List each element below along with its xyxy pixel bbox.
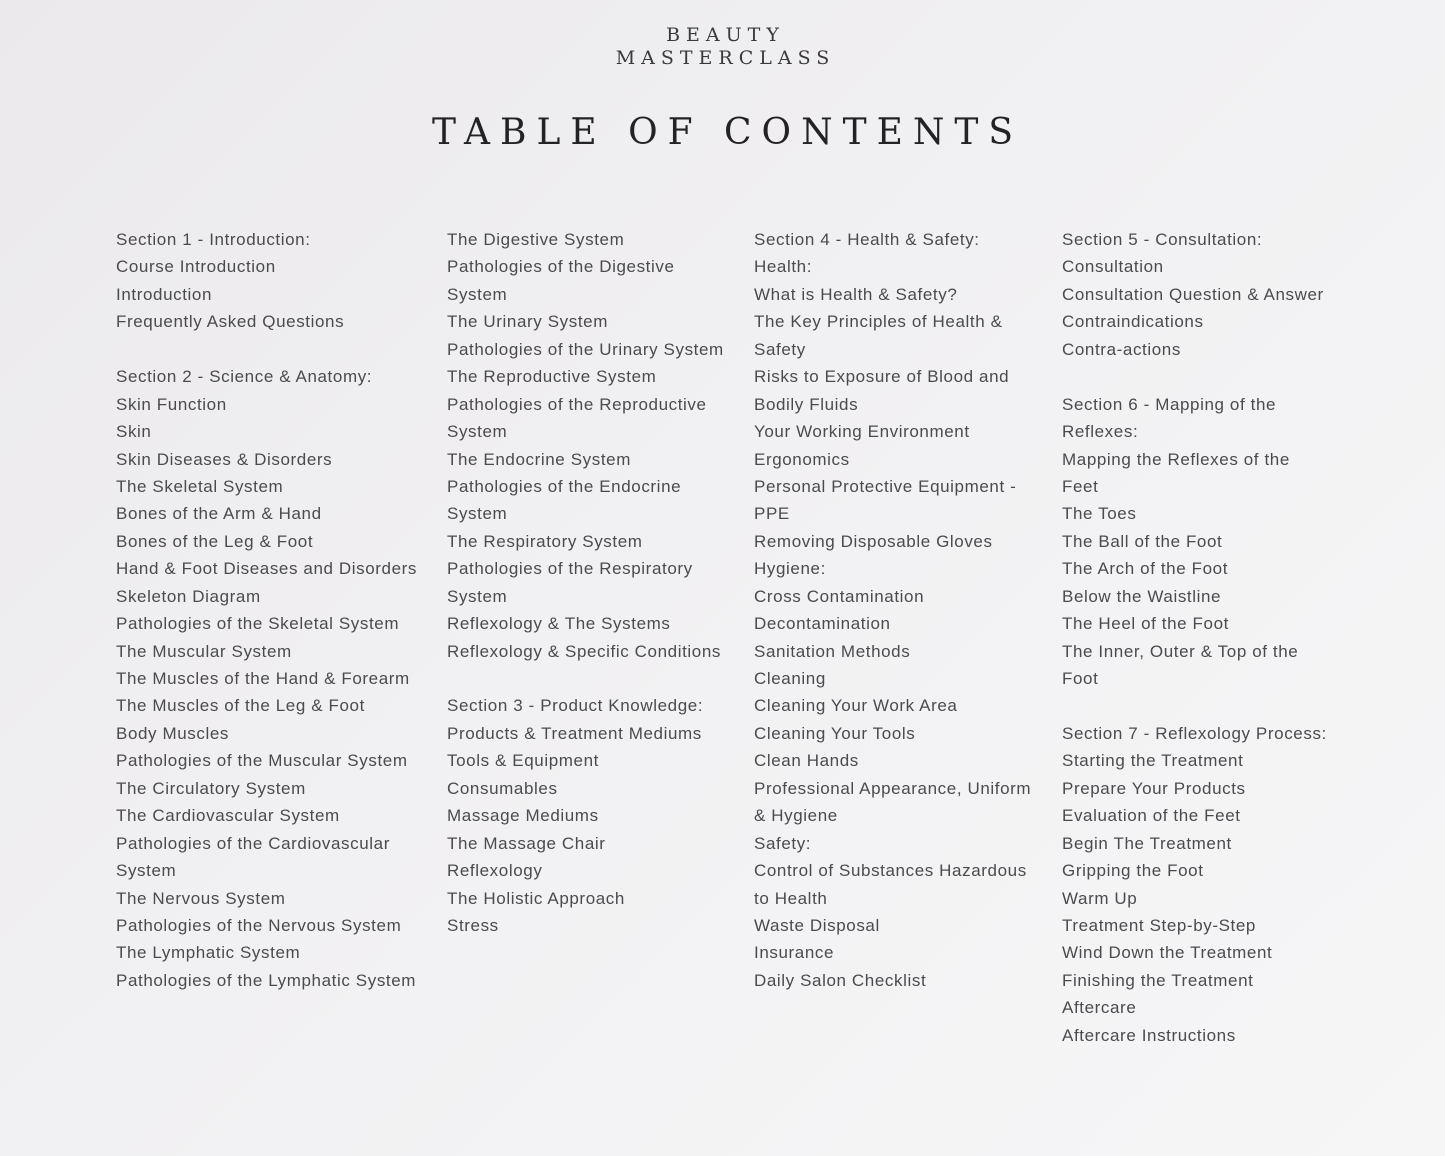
- toc-entry: Hygiene:: [754, 559, 826, 579]
- toc-entry: Treatment Step-by-Step: [1062, 915, 1256, 935]
- toc-entry: Section 5 - Consultation:: [1062, 230, 1263, 249]
- toc-entry: Reflexology & The Systems: [447, 614, 671, 634]
- toc-entry: Mapping the Reflexes of the: [1062, 449, 1290, 469]
- toc-column-1: [116, 226, 436, 994]
- toc-entry: Pathologies of the Muscular System: [116, 751, 408, 771]
- toc-entry: Contra-actions: [1062, 339, 1181, 359]
- toc-entry: Foot: [1062, 669, 1099, 688]
- toc-entry: Risks to Exposure of Blood and: [754, 367, 1010, 387]
- toc-entry: Introduction: [116, 284, 213, 304]
- toc-entry: Course Introduction: [116, 257, 276, 277]
- toc-column-2: [447, 226, 739, 939]
- toc-entry: Body Muscles: [116, 723, 230, 743]
- toc-entry: Section 6 - Mapping of the: [1062, 394, 1277, 414]
- toc-entry: Reflexology & Specific Conditions: [447, 641, 721, 661]
- toc-entry: The Holistic Approach: [447, 888, 625, 908]
- toc-entry: Cross Contamination: [754, 586, 925, 606]
- toc-entry: Bones of the Leg & Foot: [116, 531, 314, 551]
- toc-entry: Tools & Equipment: [447, 751, 599, 771]
- toc-entry: Daily Salon Checklist: [754, 970, 927, 990]
- toc-entry: Section 3 - Product Knowledge:: [447, 696, 704, 716]
- toc-entry: Reflexes:: [1062, 422, 1139, 442]
- toc-entry: Cleaning Your Tools: [754, 723, 916, 743]
- toc-entry: Section 7 - Reflexology Process:: [1062, 723, 1327, 743]
- toc-entry: Pathologies of the Nervous System: [116, 915, 402, 935]
- toc-entry: PPE: [754, 504, 790, 524]
- page-title: TABLE OF CONTENTS: [431, 112, 1024, 153]
- toc-entry: The Skeletal System: [116, 476, 284, 496]
- brand-logo: [0, 24, 1445, 70]
- toc-entry: Personal Protective Equipment -: [754, 476, 1017, 496]
- toc-entry: Frequently Asked Questions: [116, 312, 345, 332]
- toc-entry: Contraindications: [1062, 312, 1204, 332]
- toc-entry: The Muscles of the Leg & Foot: [116, 696, 365, 716]
- toc-entry: Section 4 - Health & Safety:: [754, 230, 980, 249]
- toc-entry: The Reproductive System: [447, 367, 657, 387]
- toc-entry: The Muscles of the Hand & Forearm: [116, 669, 410, 688]
- toc-entry: Health:: [754, 257, 813, 277]
- toc-entry: Finishing the Treatment: [1062, 970, 1254, 990]
- toc-entry: The Heel of the Foot: [1062, 614, 1229, 634]
- toc-entry: Skin: [116, 422, 152, 442]
- toc-entry: Evaluation of the Feet: [1062, 806, 1241, 826]
- toc-entry: Your Working Environment: [754, 422, 970, 442]
- toc-entry: The Toes: [1062, 504, 1137, 524]
- toc-entry: System: [116, 861, 177, 881]
- toc-entry: The Lymphatic System: [116, 943, 301, 963]
- toc-column-3: [754, 226, 1044, 994]
- toc-entry: Reflexology: [447, 861, 543, 881]
- toc-entry: Consumables: [447, 778, 558, 798]
- toc-spacer: [116, 336, 436, 363]
- toc-entry: Aftercare: [1062, 998, 1137, 1018]
- toc-entry: Section 1 - Introduction:: [116, 230, 311, 249]
- toc-entry: Cleaning: [754, 669, 826, 688]
- toc-entry: Safety:: [754, 833, 812, 853]
- toc-entry: Warm Up: [1062, 888, 1138, 908]
- toc-column-4: [1062, 226, 1352, 1049]
- toc-entry: Clean Hands: [754, 751, 859, 771]
- toc-entry: System: [447, 422, 508, 442]
- toc-entry: The Respiratory System: [447, 531, 643, 551]
- toc-entry: Bones of the Arm & Hand: [116, 504, 322, 524]
- toc-entry: Removing Disposable Gloves: [754, 531, 993, 551]
- toc-entry: The Nervous System: [116, 888, 286, 908]
- toc-entry: Hand & Foot Diseases and Disorders: [116, 559, 418, 579]
- toc-entry: System: [447, 504, 508, 524]
- toc-entry: Pathologies of the Cardiovascular: [116, 833, 391, 853]
- toc-entry: The Muscular System: [116, 641, 292, 661]
- toc-entry: Feet: [1062, 476, 1099, 496]
- toc-entry: System: [447, 586, 508, 606]
- toc-entry: Decontamination: [754, 614, 891, 634]
- toc-entry: The Key Principles of Health &: [754, 312, 1003, 332]
- toc-spacer: [1062, 363, 1352, 390]
- toc-entry: Stress: [447, 915, 499, 935]
- toc-entry: Safety: [754, 339, 806, 359]
- brand-line-2: MASTERCLASS: [615, 47, 836, 69]
- toc-entry: The Digestive System: [447, 230, 625, 249]
- toc-entry: Cleaning Your Work Area: [754, 696, 958, 716]
- toc-entry: Insurance: [754, 943, 835, 963]
- toc-entry: Pathologies of the Urinary System: [447, 339, 724, 359]
- toc-entry: The Urinary System: [447, 312, 609, 332]
- toc-entry: Waste Disposal: [754, 915, 880, 935]
- toc-entry: Control of Substances Hazardous: [754, 861, 1027, 881]
- toc-entry: Pathologies of the Skeletal System: [116, 614, 400, 634]
- toc-entry: Bodily Fluids: [754, 394, 859, 414]
- toc-entry: Massage Mediums: [447, 806, 599, 826]
- brand-line-1: BEAUTY: [666, 24, 785, 46]
- toc-entry: The Endocrine System: [447, 449, 631, 469]
- toc-entry: System: [447, 284, 508, 304]
- toc-entry: Consultation Question & Answer: [1062, 284, 1324, 304]
- toc-entry: Products & Treatment Mediums: [447, 723, 702, 743]
- toc-entry: Sanitation Methods: [754, 641, 911, 661]
- toc-entry: to Health: [754, 888, 828, 908]
- toc-entry: The Ball of the Foot: [1062, 531, 1223, 551]
- toc-entry: The Massage Chair: [447, 833, 606, 853]
- toc-entry: Aftercare Instructions: [1062, 1025, 1236, 1045]
- toc-entry: Skeleton Diagram: [116, 586, 261, 606]
- toc-entry: The Cardiovascular System: [116, 806, 340, 826]
- toc-entry: Pathologies of the Endocrine: [447, 476, 682, 496]
- toc-entry: Ergonomics: [754, 449, 850, 469]
- toc-entry: Professional Appearance, Uniform: [754, 778, 1032, 798]
- toc-entry: Skin Diseases & Disorders: [116, 449, 333, 469]
- toc-spacer: [1062, 692, 1352, 719]
- toc-entry: Pathologies of the Lymphatic System: [116, 970, 417, 990]
- toc-entry: & Hygiene: [754, 806, 838, 826]
- toc-entry: Pathologies of the Respiratory: [447, 559, 693, 579]
- toc-entry: What is Health & Safety?: [754, 284, 958, 304]
- toc-entry: Pathologies of the Reproductive: [447, 394, 707, 414]
- toc-entry: Section 2 - Science & Anatomy:: [116, 367, 373, 387]
- toc-entry: The Circulatory System: [116, 778, 306, 798]
- toc-entry: Pathologies of the Digestive: [447, 257, 675, 277]
- toc-entry: Begin The Treatment: [1062, 833, 1232, 853]
- toc-entry: Skin Function: [116, 394, 227, 414]
- toc-spacer: [447, 665, 739, 692]
- toc-entry: Below the Waistline: [1062, 586, 1222, 606]
- toc-entry: Consultation: [1062, 257, 1164, 277]
- toc-entry: Prepare Your Products: [1062, 778, 1246, 798]
- toc-entry: The Inner, Outer & Top of the: [1062, 641, 1299, 661]
- toc-entry: The Arch of the Foot: [1062, 559, 1229, 579]
- toc-entry: Wind Down the Treatment: [1062, 943, 1273, 963]
- toc-entry: Starting the Treatment: [1062, 751, 1244, 771]
- toc-entry: Gripping the Foot: [1062, 861, 1204, 881]
